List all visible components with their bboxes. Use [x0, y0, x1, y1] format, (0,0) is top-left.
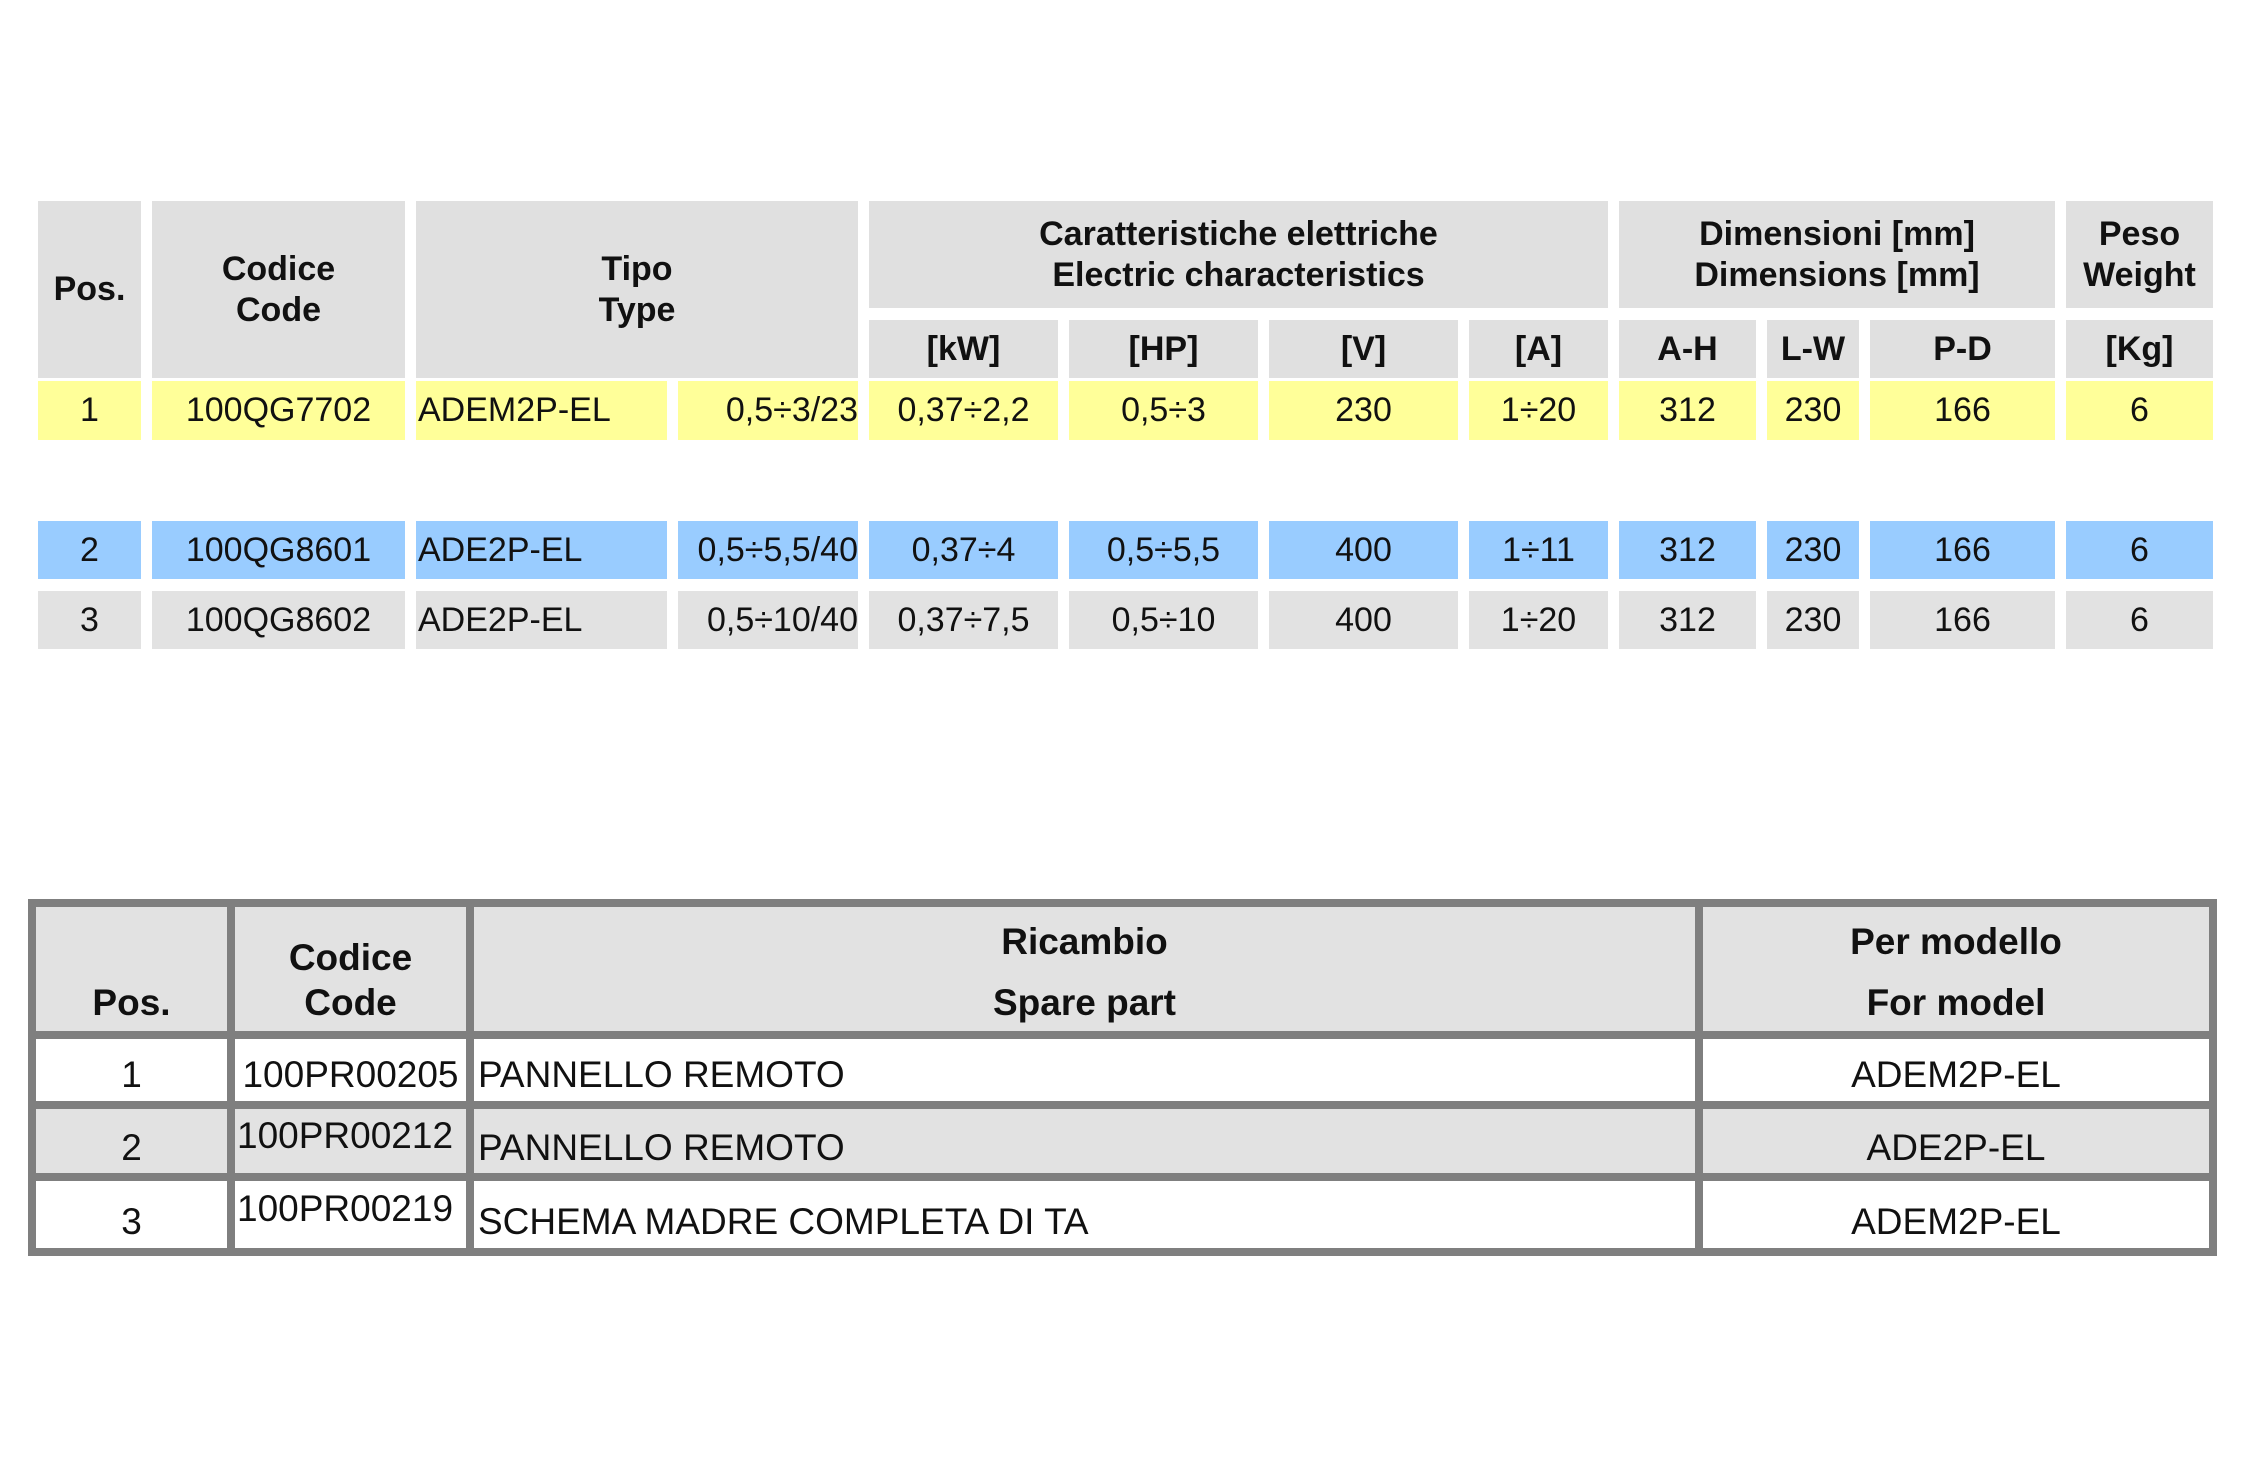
header-electric: [869, 201, 1608, 308]
spare-row3-model: ADEM2P-EL: [1703, 1181, 2209, 1248]
row1-code: 100QG7702: [152, 381, 405, 440]
spare-header-pos: [36, 907, 227, 1031]
row1-lw: 230: [1767, 381, 1859, 440]
header-dimensions: [1619, 201, 2055, 308]
row3-code: 100QG8602: [152, 591, 405, 649]
spare-header-part-it: Ricambio: [1001, 921, 1168, 962]
row3-a: 1÷20: [1469, 591, 1608, 649]
row3-pos: 3: [38, 591, 141, 649]
spare-header-part-en: Spare part: [992, 982, 1176, 1023]
spare-parts-table: [28, 899, 2217, 1256]
spare-row2-pos: 2: [36, 1109, 227, 1173]
header-pd: P-D: [1870, 320, 2055, 378]
spare-header-model-en: For model: [1866, 982, 2046, 1023]
row1-pos: 1: [38, 381, 141, 440]
row1-ah: 312: [1619, 381, 1756, 440]
spare-header-model: [1703, 907, 2209, 1031]
spare-header-part: [474, 907, 1695, 1031]
row1-kg: 6: [2066, 381, 2213, 440]
row3-kg: 6: [2066, 591, 2213, 649]
header-code-it: Codice: [221, 249, 336, 288]
spare-header-code: [235, 907, 466, 1031]
row2-pd: 166: [1870, 521, 2055, 579]
row2-v: 400: [1269, 521, 1458, 579]
row3-type: ADE2P-EL: [416, 591, 667, 649]
spare-row2-part: PANNELLO REMOTO: [474, 1109, 1695, 1173]
row2-code: 100QG8601: [152, 521, 405, 579]
header-pos: [38, 201, 141, 378]
row3-hp: 0,5÷10: [1069, 591, 1258, 649]
row1-range: 0,5÷3/23: [678, 381, 858, 440]
header-ah: A-H: [1619, 320, 1756, 378]
spare-row3-code: 100PR00219: [235, 1181, 466, 1248]
row1-hp: 0,5÷3: [1069, 381, 1258, 440]
row3-range: 0,5÷10/40: [678, 591, 858, 649]
spare-header-pos-label: Pos.: [92, 982, 171, 1023]
header-a: [A]: [1469, 320, 1608, 378]
row3-ah: 312: [1619, 591, 1756, 649]
row3-kw: 0,37÷7,5: [869, 591, 1058, 649]
row2-hp: 0,5÷5,5: [1069, 521, 1258, 579]
row1-pd: 166: [1870, 381, 2055, 440]
header-weight-en: Weight: [2083, 255, 2196, 294]
header-type: [416, 201, 858, 378]
header-pos-label: Pos.: [53, 270, 126, 308]
row1-v: 230: [1269, 381, 1458, 440]
header-code-en: Code: [236, 290, 321, 329]
spare-header-code-it: Codice: [288, 937, 413, 978]
spare-header-model-it: Per modello: [1850, 921, 2062, 962]
header-weight: [2066, 201, 2213, 308]
row2-type: ADE2P-EL: [416, 521, 667, 579]
row2-ah: 312: [1619, 521, 1756, 579]
header-electric-it: Caratteristiche elettriche: [1039, 214, 1438, 253]
row1-type: ADEM2P-EL: [416, 381, 667, 440]
header-lw: L-W: [1767, 320, 1859, 378]
row2-kg: 6: [2066, 521, 2213, 579]
header-kw: [kW]: [869, 320, 1058, 378]
header-code: [152, 201, 405, 378]
header-kg: [Kg]: [2066, 320, 2213, 378]
header-type-en: Type: [598, 290, 676, 329]
row3-v: 400: [1269, 591, 1458, 649]
row2-kw: 0,37÷4: [869, 521, 1058, 579]
header-v: [V]: [1269, 320, 1458, 378]
row2-lw: 230: [1767, 521, 1859, 579]
header-dimensions-it: Dimensioni [mm]: [1699, 214, 1975, 253]
spare-row1-code: 100PR00205: [235, 1039, 466, 1101]
header-electric-en: Electric characteristics: [1052, 255, 1425, 294]
row2-a: 1÷11: [1469, 521, 1608, 579]
spare-header-code-en: Code: [304, 982, 397, 1023]
row3-lw: 230: [1767, 591, 1859, 649]
spare-row2-model: ADE2P-EL: [1703, 1109, 2209, 1173]
spare-row1-pos: 1: [36, 1039, 227, 1101]
row3-pd: 166: [1870, 591, 2055, 649]
header-dimensions-en: Dimensions [mm]: [1694, 255, 1980, 294]
header-type-it: Tipo: [601, 249, 673, 288]
header-weight-it: Peso: [2098, 214, 2181, 253]
spare-row3-part: SCHEMA MADRE COMPLETA DI TA: [474, 1181, 1695, 1248]
spare-row1-model: ADEM2P-EL: [1703, 1039, 2209, 1101]
spare-row3-pos: 3: [36, 1181, 227, 1248]
spare-row1-part: PANNELLO REMOTO: [474, 1039, 1695, 1101]
row2-pos: 2: [38, 521, 141, 579]
row1-kw: 0,37÷2,2: [869, 381, 1058, 440]
spare-row2-code: 100PR00212: [235, 1109, 466, 1173]
row1-a: 1÷20: [1469, 381, 1608, 440]
row2-range: 0,5÷5,5/40: [678, 521, 858, 579]
header-hp: [HP]: [1069, 320, 1258, 378]
